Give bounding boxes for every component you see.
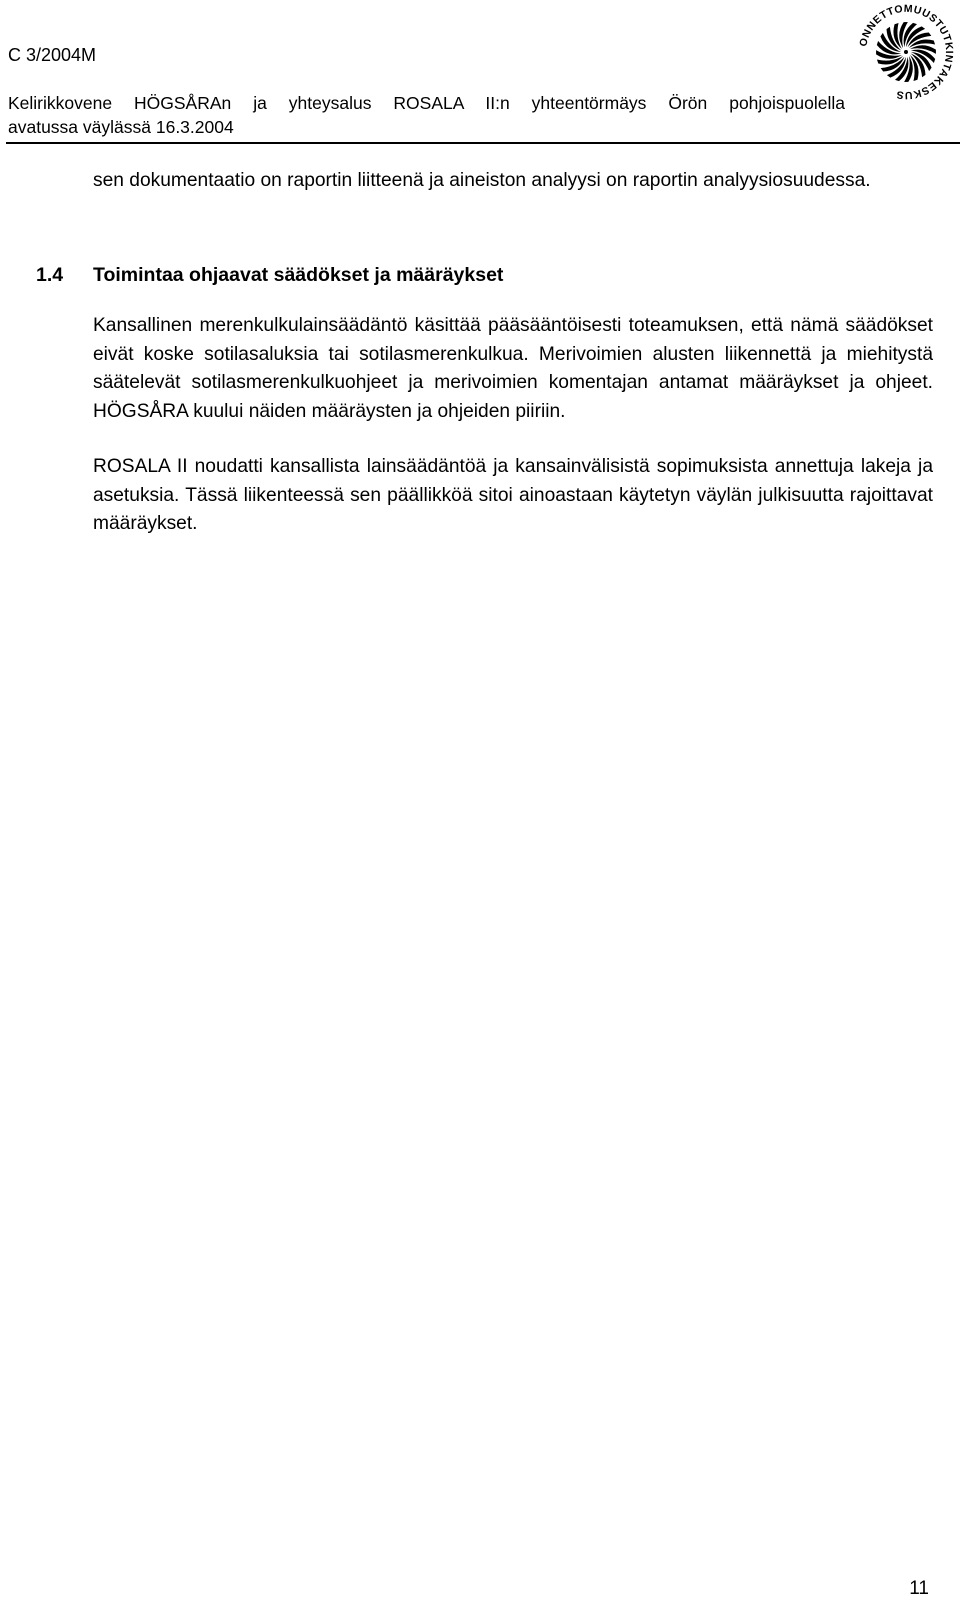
intro-paragraph: sen dokumentaatio on raportin liitteenä ja aineiston analyysi on raportin analyysiosuudessa. (93, 170, 871, 191)
logo-ring-text: ONNETTOMUUSTUTKINTAKESKUS (857, 2, 956, 102)
page-number: 11 (909, 1578, 929, 1599)
paragraph-regulations: Kansallinen merenkulkulainsäädäntö käsittää pääsääntöisesti toteamuksen, että nämä säädökset eivät koske sotilasaluksia tai sotilasmerenkulkua. Merivoimien alusten liikennettä ja miehitystä säätelevät sotilasmerenkulkuohjeet ja merivoimien komentajan antamat määräykset ja ohjeet. HÖGSÅRA kuului näiden määräysten ja ohjeiden piiriin. (93, 315, 933, 422)
paragraph-rosala: ROSALA II noudatti kansallista lainsäädäntöä ja kansainvälisistä sopimuksista annettuja lakeja ja asetuksia. Tässä liikenteessä sen päällikköä sitoi ainoastaan käytetyn väylän julkisuutta rajoittavat määräykset. (93, 456, 933, 534)
report-title-line-1: Kelirikkovene HÖGSÅRAn ja yhteysalus ROSALA II:n yhteentörmäys Örön pohjoispuolella (8, 93, 845, 113)
section-heading (36, 262, 503, 288)
report-title-line-2: avatussa väylässä 16.3.2004 (8, 117, 234, 137)
header-divider (6, 142, 960, 144)
onnettomuustutkintakeskus-seal-icon (856, 2, 956, 102)
section-title: Toimintaa ohjaavat säädökset ja määräykset (93, 264, 504, 286)
section-number: 1.4 (36, 264, 64, 286)
report-code: C 3/2004M (8, 45, 97, 65)
